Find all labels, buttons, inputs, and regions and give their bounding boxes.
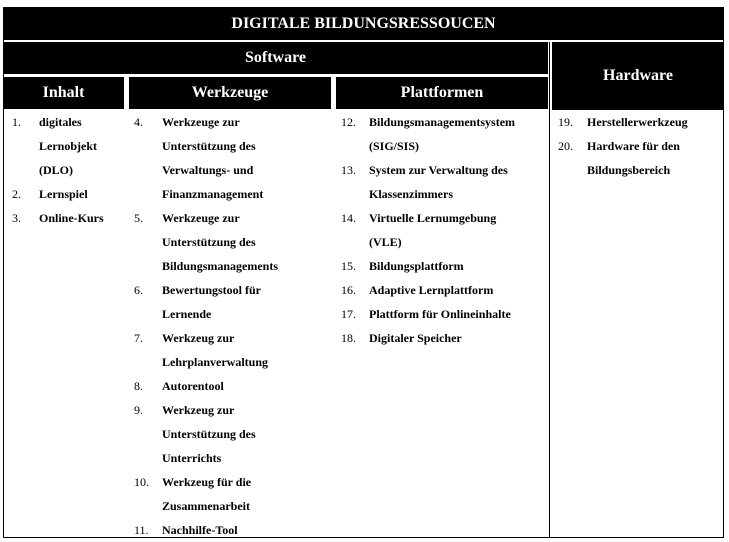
- list-item-number: 6.: [134, 283, 143, 297]
- list-item-text: Unterrichts: [162, 451, 222, 465]
- header-plattformen: Plattformen: [336, 77, 548, 109]
- list-item-number: 15.: [341, 259, 356, 273]
- list-item-text: System zur Verwaltung des: [369, 163, 508, 177]
- list-item-text: Digitaler Speicher: [369, 331, 462, 345]
- list-item-number: 13.: [341, 163, 356, 177]
- list-item-number: 14.: [341, 211, 356, 225]
- list-item-text: digitales: [39, 115, 82, 129]
- list-item-text: Zusammenarbeit: [162, 499, 250, 513]
- list-item-text: Werkzeug zur: [162, 403, 235, 417]
- list-item-number: 10.: [134, 475, 149, 489]
- list-item-text: Online-Kurs: [39, 211, 104, 225]
- list-item-text: Werkzeug zur: [162, 331, 235, 345]
- list-item-number: 2.: [12, 187, 21, 201]
- list-item-text: (DLO): [39, 163, 73, 177]
- list-item-text: Bildungsmanagementsystem: [369, 115, 516, 129]
- list-item-number: 17.: [341, 307, 356, 321]
- header-software: Software: [3, 42, 548, 74]
- list-item-text: Lernende: [162, 307, 212, 321]
- list-item-number: 5.: [134, 211, 143, 225]
- list-item-number: 1.: [12, 115, 21, 129]
- list-item-text: Werkzeug für die: [162, 475, 252, 489]
- header-inhalt: Inhalt: [3, 77, 124, 109]
- list-item-text: Bewertungstool für: [162, 283, 261, 297]
- list-item-text: (VLE): [369, 235, 402, 249]
- list-item-text: Lehrplanverwaltung: [162, 355, 269, 369]
- list-item-text: Plattform für Onlineinhalte: [369, 307, 511, 321]
- list-item-text: Lernspiel: [39, 187, 88, 201]
- list-item-text: Autorentool: [162, 379, 224, 393]
- list-item-text: Herstellerwerkzeug: [587, 115, 688, 129]
- list-item-number: 7.: [134, 331, 143, 345]
- list-item-text: Finanzmanagement: [162, 187, 264, 201]
- list-item-number: 16.: [341, 283, 356, 297]
- header-werkzeuge: Werkzeuge: [129, 77, 331, 109]
- list-item-number: 3.: [12, 211, 21, 225]
- list-item-number: 9.: [134, 403, 143, 417]
- list-item-number: 8.: [134, 379, 143, 393]
- list-item-number: 4.: [134, 115, 143, 129]
- list-item-text: Unterstützung des: [162, 235, 256, 249]
- table-title: DIGITALE BILDUNGSRESSOUCEN: [3, 7, 724, 40]
- list-item-text: Bildungsbereich: [587, 163, 671, 177]
- column-divider: [549, 42, 550, 538]
- list-item-text: Virtuelle Lernumgebung: [369, 211, 497, 225]
- list-item-text: Hardware für den: [587, 139, 680, 153]
- list-item-text: Bildungsplattform: [369, 259, 464, 273]
- header-hardware: Hardware: [552, 42, 724, 110]
- list-item-number: 18.: [341, 331, 356, 345]
- list-item-text: Bildungsmanagements: [162, 259, 279, 273]
- list-item-number: 11.: [134, 523, 149, 537]
- list-item-text: Lernobjekt: [39, 139, 97, 153]
- list-item-text: Unterstützung des: [162, 139, 256, 153]
- list-item-text: Klassenzimmers: [369, 187, 453, 201]
- list-item-text: (SIG/SIS): [369, 139, 420, 153]
- list-item-number: 19.: [558, 115, 573, 129]
- list-item-text: Nachhilfe-Tool: [162, 523, 238, 537]
- list-item-number: 20.: [558, 139, 573, 153]
- list-item-text: Werkzeuge zur: [162, 211, 240, 225]
- list-item-text: Werkzeuge zur: [162, 115, 240, 129]
- list-item-text: Verwaltungs- und: [162, 163, 254, 177]
- list-item-number: 12.: [341, 115, 356, 129]
- list-item-text: Unterstützung des: [162, 427, 256, 441]
- list-item-text: Adaptive Lernplattform: [369, 283, 494, 297]
